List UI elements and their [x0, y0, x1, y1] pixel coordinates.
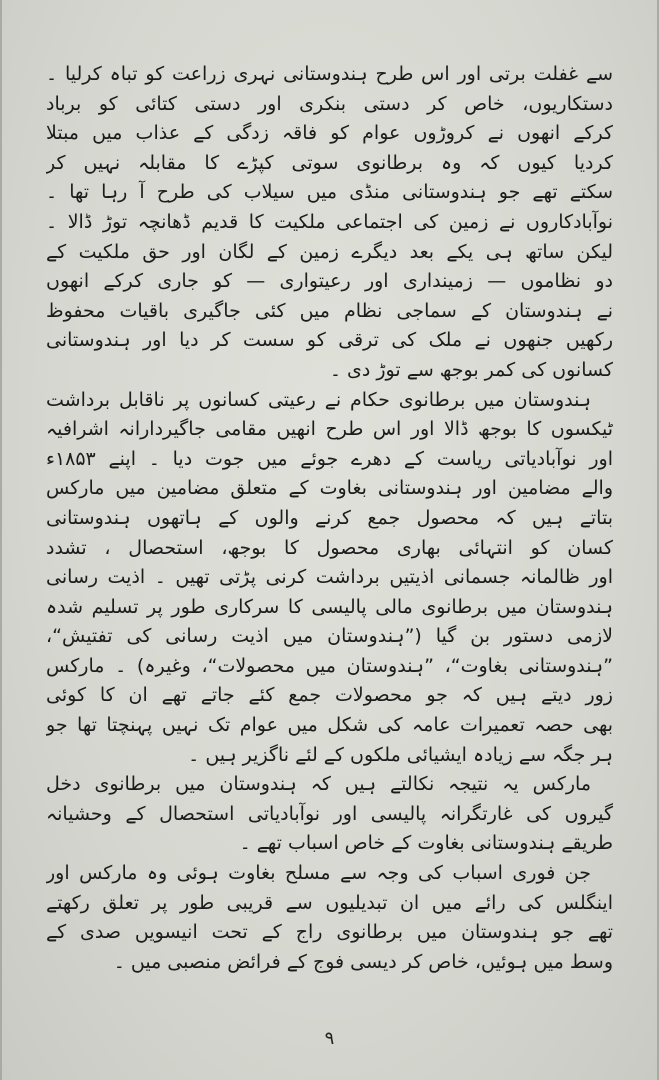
text-line: اینگلس کی رائے میں ان تبدیلیوں سے قریبی طور پر تعلق رکھتے	[46, 891, 613, 914]
paragraph-2	[46, 386, 613, 771]
text-line: ”ہندوستانی بغاوت“، ”ہندوستان میں محصولات“، وغیرہ) ۔ مارکس	[46, 654, 613, 677]
text-line: وسط میں ہوئیں، خاص کر دیسی فوج کے فرائض منصبی میں ۔	[113, 950, 613, 973]
text-line: ہندوستان میں برطانوی مالی پالیسی کا سرکاری طور پر تسلیم شدہ	[46, 595, 613, 618]
text-line: زور دیتے ہیں کہ جو محصولات جمع کئے جاتے تھے ان کا کوئی	[46, 684, 613, 707]
text-line: دستکاریوں، خاص کر دستی بنکری اور دستی کتائی کو برباد	[46, 92, 613, 115]
text-line: بھی حصہ تعمیرات عامہ کی شکل میں عوام تک نہیں پہنچتا تھا جو	[46, 714, 613, 737]
text-line: رکھیں جنھوں نے ملک کی ترقی کو سست کر دیا اور ہندوستانی	[46, 329, 613, 352]
text-line: دو نظاموں — زمینداری اور رعیتواری — کو جاری کرکے انھوں	[46, 270, 613, 293]
text-line: ٹیکسوں کا بوجھ ڈالا اور اس طرح انھیں مقامی جاگیردارانہ اشرافیہ	[46, 418, 613, 441]
text-line: کردیا کیوں کہ وہ برطانوی سوتی کپڑے کا مقابلہ نہیں کر	[46, 151, 613, 174]
text-line: تھے جو ہندوستان میں برطانوی راج کے تحت انیسویں صدی کے	[46, 921, 613, 944]
text-line: کسان کو انتہائی بھاری محصول کا بوجھ، استحصال ، تشدد	[46, 536, 613, 559]
text-line: بتاتے ہیں کہ محصول جمع کرنے والوں کے ہاتھوں ہندوستانی	[46, 506, 613, 529]
paragraph-3	[46, 770, 613, 859]
text-line: گیروں کی غارتگرانہ پالیسی اور نوآبادیاتی استحصال کے وحشیانہ	[46, 802, 613, 825]
text-line: ہر جگہ سے زیادہ ایشیائی ملکوں کے لئے ناگزیر ہیں ۔	[188, 743, 613, 766]
text-line: ہندوستان میں برطانوی حکام نے رعیتی کسانوں پر ناقابل برداشت	[46, 388, 591, 411]
text-line: اور ظالمانہ جسمانی اذیتیں برداشت کرنی پڑتی تھیں ۔ اذیت رسانی	[46, 566, 613, 589]
text-line: کسانوں کی کمر بوجھ سے توڑ دی ۔	[329, 358, 613, 381]
text-line: مارکس یہ نتیجہ نکالتے ہیں کہ ہندوستان میں برطانوی دخل	[46, 773, 591, 796]
text-line: نوآبادکاروں نے زمین کی اجتماعی ملکیت کا قدیم ڈھانچہ توڑ ڈالا ۔	[46, 210, 613, 233]
text-line: والے مضامین اور ہندوستانی بغاوت کے متعلق مضامین میں مارکس	[46, 477, 613, 500]
page-number: ۹	[324, 1028, 335, 1049]
text-line: کرکے انھوں نے کروڑوں عوام کو فاقہ زدگی کے عذاب میں مبتلا	[46, 122, 613, 145]
text-line: اور نوآبادیاتی ریاست کے دھرے جوئے میں جوت دیا ۔ اپنے ۱۸۵۳ء	[46, 447, 613, 470]
text-line: لازمی دستور بن گیا (”ہندوستان میں اذیت رسانی کی تفتیش“،	[46, 625, 613, 648]
text-line: لیکن ساتھ ہی یکے بعد دیگرے زمین کے لگان اور حق ملکیت کے	[46, 240, 613, 263]
text-line: نے ہندوستان کے سماجی نظام میں کئی جاگیری باقیات محفوظ	[46, 299, 613, 322]
text-line: سے غفلت برتی اور اس طرح ہندوستانی نہری زراعت کو تباہ کرلیا ۔	[46, 63, 613, 85]
text-line: جن فوری اسباب کی وجہ سے مسلح بغاوت ہوئی وہ مارکس اور	[46, 862, 591, 885]
text-line: سکتے تھے جو ہندوستانی منڈی میں سیلاب کی طرح آ رہا تھا ۔	[46, 181, 613, 204]
paragraph-1	[46, 60, 613, 386]
paragraph-4	[46, 859, 613, 977]
page-text	[46, 60, 613, 977]
text-line: طریقے ہندوستانی بغاوت کے خاص اسباب تھے ۔	[239, 832, 613, 855]
